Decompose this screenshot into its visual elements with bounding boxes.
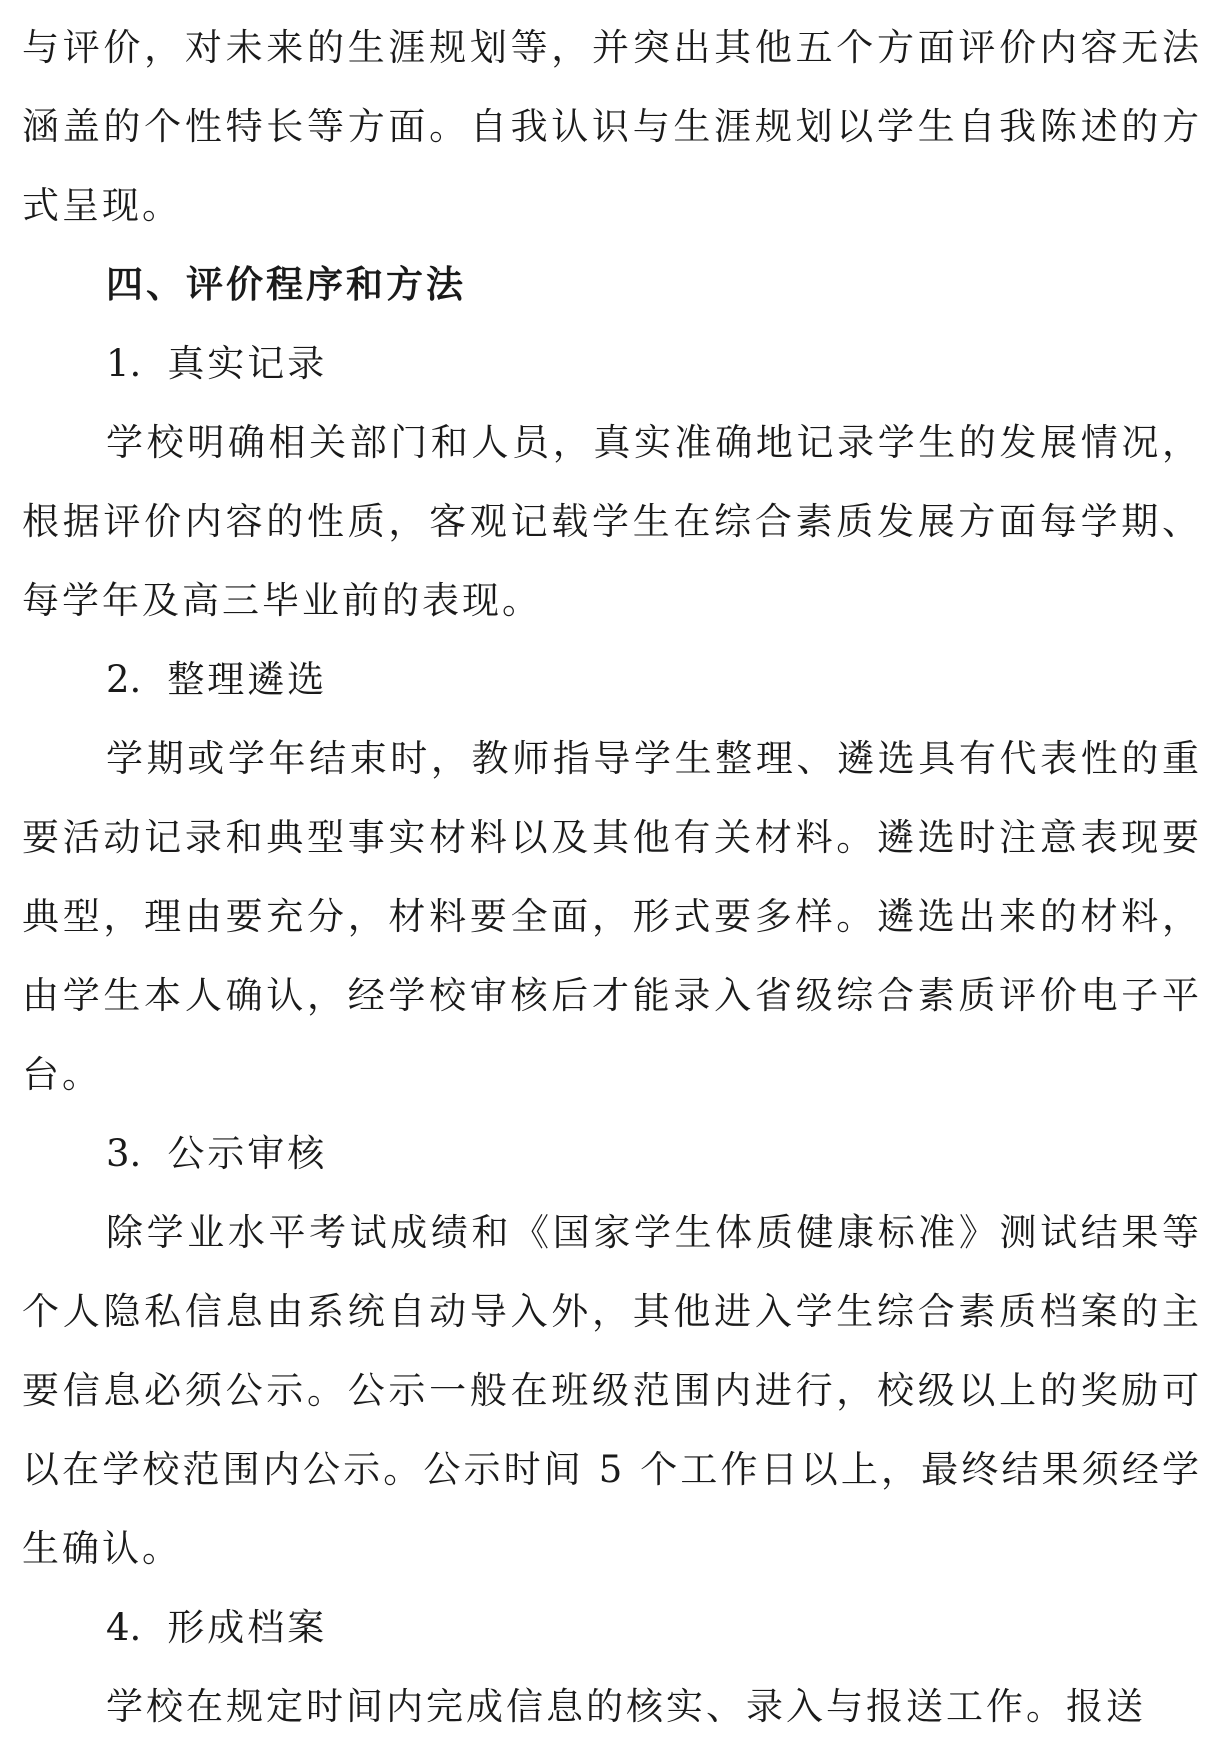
subsection-heading-3 [22,1114,1202,1193]
subsection-number: 2. [106,658,142,701]
subsection-title: 整理遴选 [167,658,328,701]
subsection-body-4: 学校在规定时间内完成信息的核实、录入与报送工作。报送 [106,1685,1146,1728]
subsection-number: 4. [106,1606,142,1649]
section-heading: 四、评价程序和方法 [106,263,466,306]
subsection-heading-4 [22,1588,1202,1667]
intro-paragraph: 与评价，对未来的生涯规划等，并突出其他五个方面评价内容无法涵盖的个性特长等方面。自我认识与生涯规划以学生自我陈述的方式呈现。 [22,26,1202,227]
subsection-body-3: 除学业水平考试成绩和《国家学生体质健康标准》测试结果等个人隐私信息由系统自动导入外，其他进入学生综合素质档案的主要信息必须公示。公示一般在班级范围内进行，校级以上的奖励可以在学校范围内公示。公示时间 5 个工作日以上，最终结果须经学生确认。 [22,1211,1202,1570]
subsection-title: 公示审核 [167,1132,328,1175]
subsection-number: 3. [106,1132,142,1175]
subsection-body-2: 学期或学年结束时，教师指导学生整理、遴选具有代表性的重要活动记录和典型事实材料以及其他有关材料。遴选时注意表现要典型，理由要充分，材料要全面，形式要多样。遴选出来的材料，由学生本人确认，经学校审核后才能录入省级综合素质评价电子平台。 [22,737,1202,1096]
subsection-number: 1. [106,342,142,385]
subsection-title: 形成档案 [167,1606,328,1649]
subsection-heading-1 [22,324,1202,403]
subsection-heading-2 [22,640,1202,719]
subsection-body-1: 学校明确相关部门和人员，真实准确地记录学生的发展情况，根据评价内容的性质，客观记载学生在综合素质发展方面每学期、每学年及高三毕业前的表现。 [22,421,1202,622]
subsection-title: 真实记录 [167,342,328,385]
document-page [22,8,1202,1746]
